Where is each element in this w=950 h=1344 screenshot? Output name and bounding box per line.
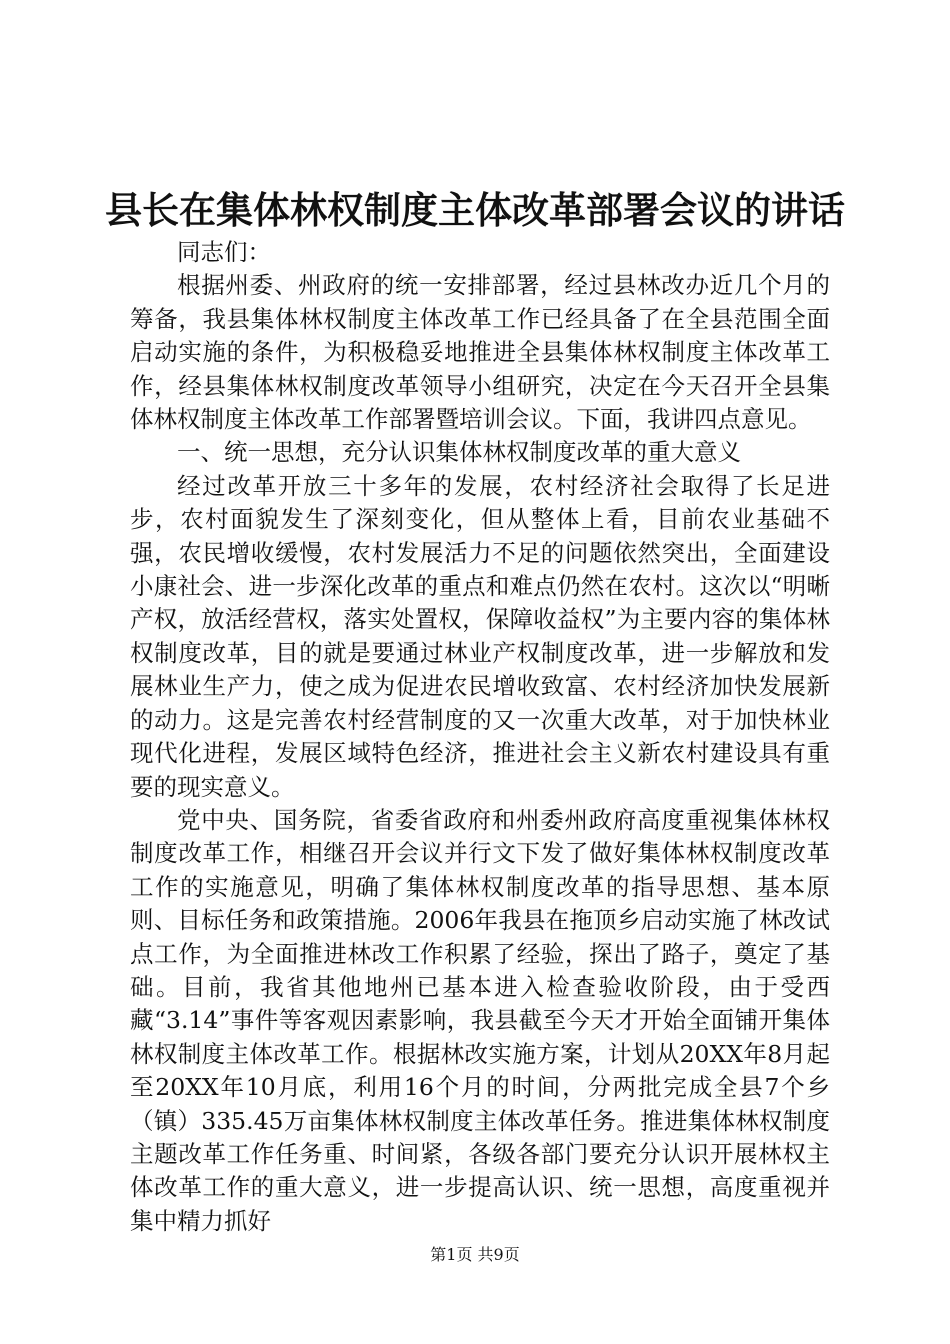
paragraph-policy: 党中央、国务院，省委省政府和州委州政府高度重视集体林权制度改革工作，相继召开会议并行文下发了做好集体林权制度改革工作的实施意见，明确了集体林权制度改革的指导思想、基本原则、目标任务和政策措施。2006年我县在拖顶乡启动实施了林改试点工作，为全面推进林改工作积累了经验，探出了路子，奠定了基础。目前，我省其他地州已基本进入检查验收阶段，由于受西藏“3.14”事件等客观因素影响，我县截至今天才开始全面铺开集体林权制度主体改革工作。根据林改实施方案，计划从20XX年8月起至20XX年10月底，利用16个月的时间，分两批完成全县7个乡（镇）335.45万亩集体林权制度主体改革任务。推进集体林权制度主题改革工作任务重、时间紧，各级各部门要充分认识开展林权主体改革工作的重大意义，进一步提高认识、统一思想，高度重视并集中精力抓好 xyxy=(130,805,830,1235)
paragraph-intro: 根据州委、州政府的统一安排部署，经过县林改办近几个月的筹备，我县集体林权制度主体改革工作已经具备了在全县范围全面启动实施的条件，为积极稳妥地推进全县集体林权制度主体改革工作，经县集体林权制度改革领导小组研究，决定在今天召开全县集体林权制度主体改革工作部署暨培训会议。下面，我讲四点意见。 xyxy=(130,271,830,434)
section-heading-1: 一、统一思想，充分认识集体林权制度改革的重大意义 xyxy=(177,438,741,467)
document-title: 县长在集体林权制度主体改革部署会议的讲话 xyxy=(105,188,845,232)
document-body xyxy=(130,236,830,1238)
page-footer: 第1页 共9页 xyxy=(430,1245,520,1264)
paragraph-significance: 经过改革开放三十多年的发展，农村经济社会取得了长足进步，农村面貌发生了深刻变化，但从整体上看，目前农业基础不强，农民增收缓慢，农村发展活力不足的问题依然突出，全面建设小康社会、进一步深化改革的重点和难点仍然在农村。这次以“明晰产权，放活经营权，落实处置权，保障收益权”为主要内容的集体林权制度改革，目的就是要通过林业产权制度改革，进一步解放和发展林业生产力，使之成为促进农民增收致富、农村经济加快发展新的动力。这是完善农村经营制度的又一次重大改革，对于加快林业现代化进程，发展区域特色经济，推进社会主义新农村建设具有重要的现实意义。 xyxy=(130,471,830,801)
salutation: 同志们： xyxy=(177,238,271,266)
